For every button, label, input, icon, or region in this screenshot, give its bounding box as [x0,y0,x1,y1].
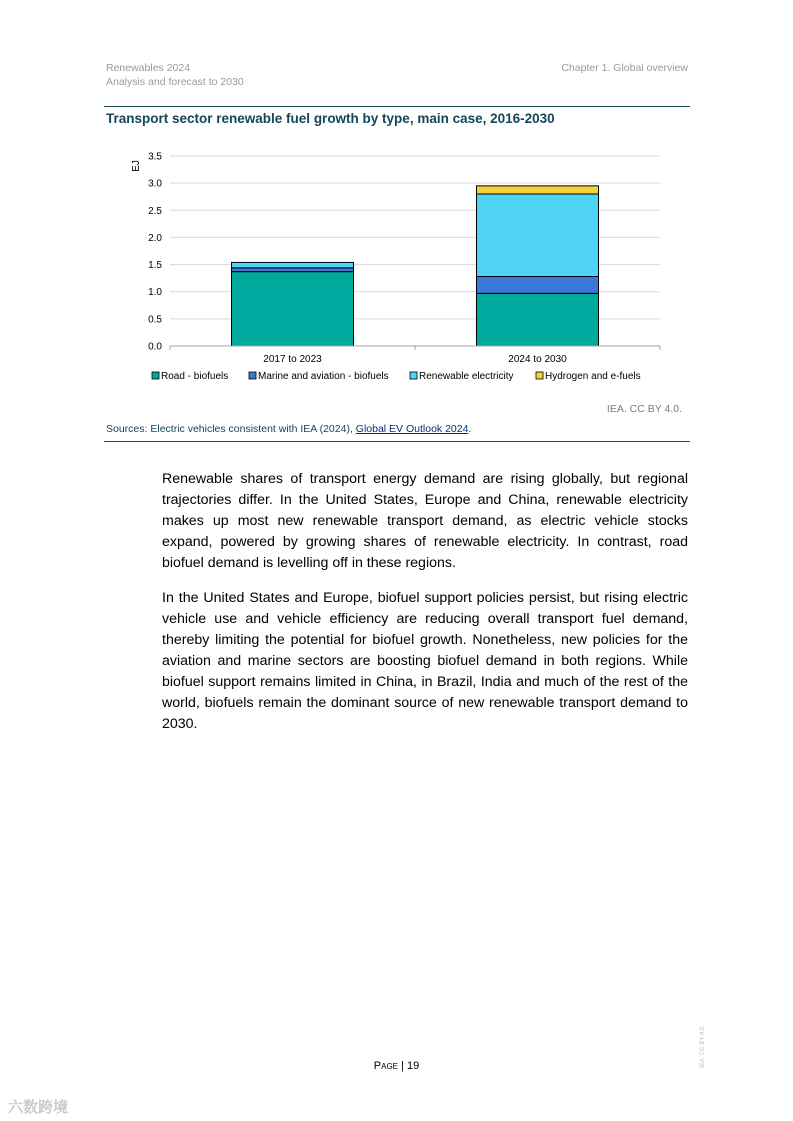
legend-label: Hydrogen and e-fuels [545,371,641,382]
bar-segment [232,268,354,272]
y-tick-label: 0.0 [148,341,162,353]
page-label: Page [373,1060,398,1072]
y-tick-label: 1.5 [148,260,162,272]
figure-credit: IEA. CC BY 4.0. [606,403,682,415]
body-paragraph-2: In the United States and Europe, biofuel support policies persist, but rising electric vehicle use and vehicle efficiency are reducing overall transport fuel demand, thereby limiting the potential for biofuel growth. Nonetheless, new policies for the aviation and marine sectors are boosting biofuel demand in both regions. While biofuel support remains limited in China, in Brazil, India and much of the rest of the world, biofuels remain the dominant source of new renewable transport demand to 2030. [162,590,688,732]
bottom-rule [104,441,690,442]
page-number-value: | 19 [401,1060,420,1072]
sources-prefix: Sources: Electric vehicles consistent with IEA (2024), [106,423,356,435]
report-subtitle: Analysis and forecast to 2030 [106,76,244,88]
legend [152,371,641,382]
legend-label: Road - biofuels [161,371,229,382]
y-tick-label: 0.5 [148,314,162,326]
bar-segment [477,186,599,194]
y-axis-label: EJ [131,160,142,172]
y-tick-label: 2.5 [148,205,162,217]
y-tick-label: 3.5 [148,151,162,163]
legend-label: Marine and aviation - biofuels [258,371,389,382]
page-number [0,1060,793,1072]
side-credit: IEA. CC BY 4.0. [700,1025,706,1068]
legend-swatch [249,372,256,379]
chapter-title: Chapter 1. Global overview [561,62,688,74]
body-paragraph-1: Renewable shares of transport energy demand are rising globally, but regional trajectories differ. In the United States, Europe and China, renewable electricity makes up most new renewable transport demand, as electric vehicle stocks expand, powered by growing shares of renewable electricity. In contrast, road biofuel demand is levelling off in these regions. [162,471,688,571]
bar-segment [232,262,354,267]
x-tick-label: 2024 to 2030 [508,354,567,365]
legend-swatch [536,372,543,379]
sources-suffix: . [468,423,472,435]
report-title: Renewables 2024 [106,62,191,74]
stacked-bar-chart [104,140,684,395]
bar-segment [477,194,599,277]
report-header [106,61,244,89]
bar-segment [477,293,599,346]
watermark-logo: 六数跨境 [8,1099,69,1116]
y-tick-label: 1.0 [148,287,162,299]
figure-title: Transport sector renewable fuel growth by type, main case, 2016-2030 [106,111,555,126]
legend-swatch [152,372,159,379]
figure-sources [106,423,471,435]
sources-link[interactable]: Global EV Outlook 2024 [355,423,469,435]
y-tick-label: 3.0 [148,178,162,190]
bar-segment [477,277,599,294]
bar-segment [232,272,354,346]
y-tick-label: 2.0 [148,232,162,244]
legend-swatch [410,372,417,379]
top-rule [104,106,690,107]
x-tick-label: 2017 to 2023 [263,354,322,365]
legend-label: Renewable electricity [419,371,514,382]
